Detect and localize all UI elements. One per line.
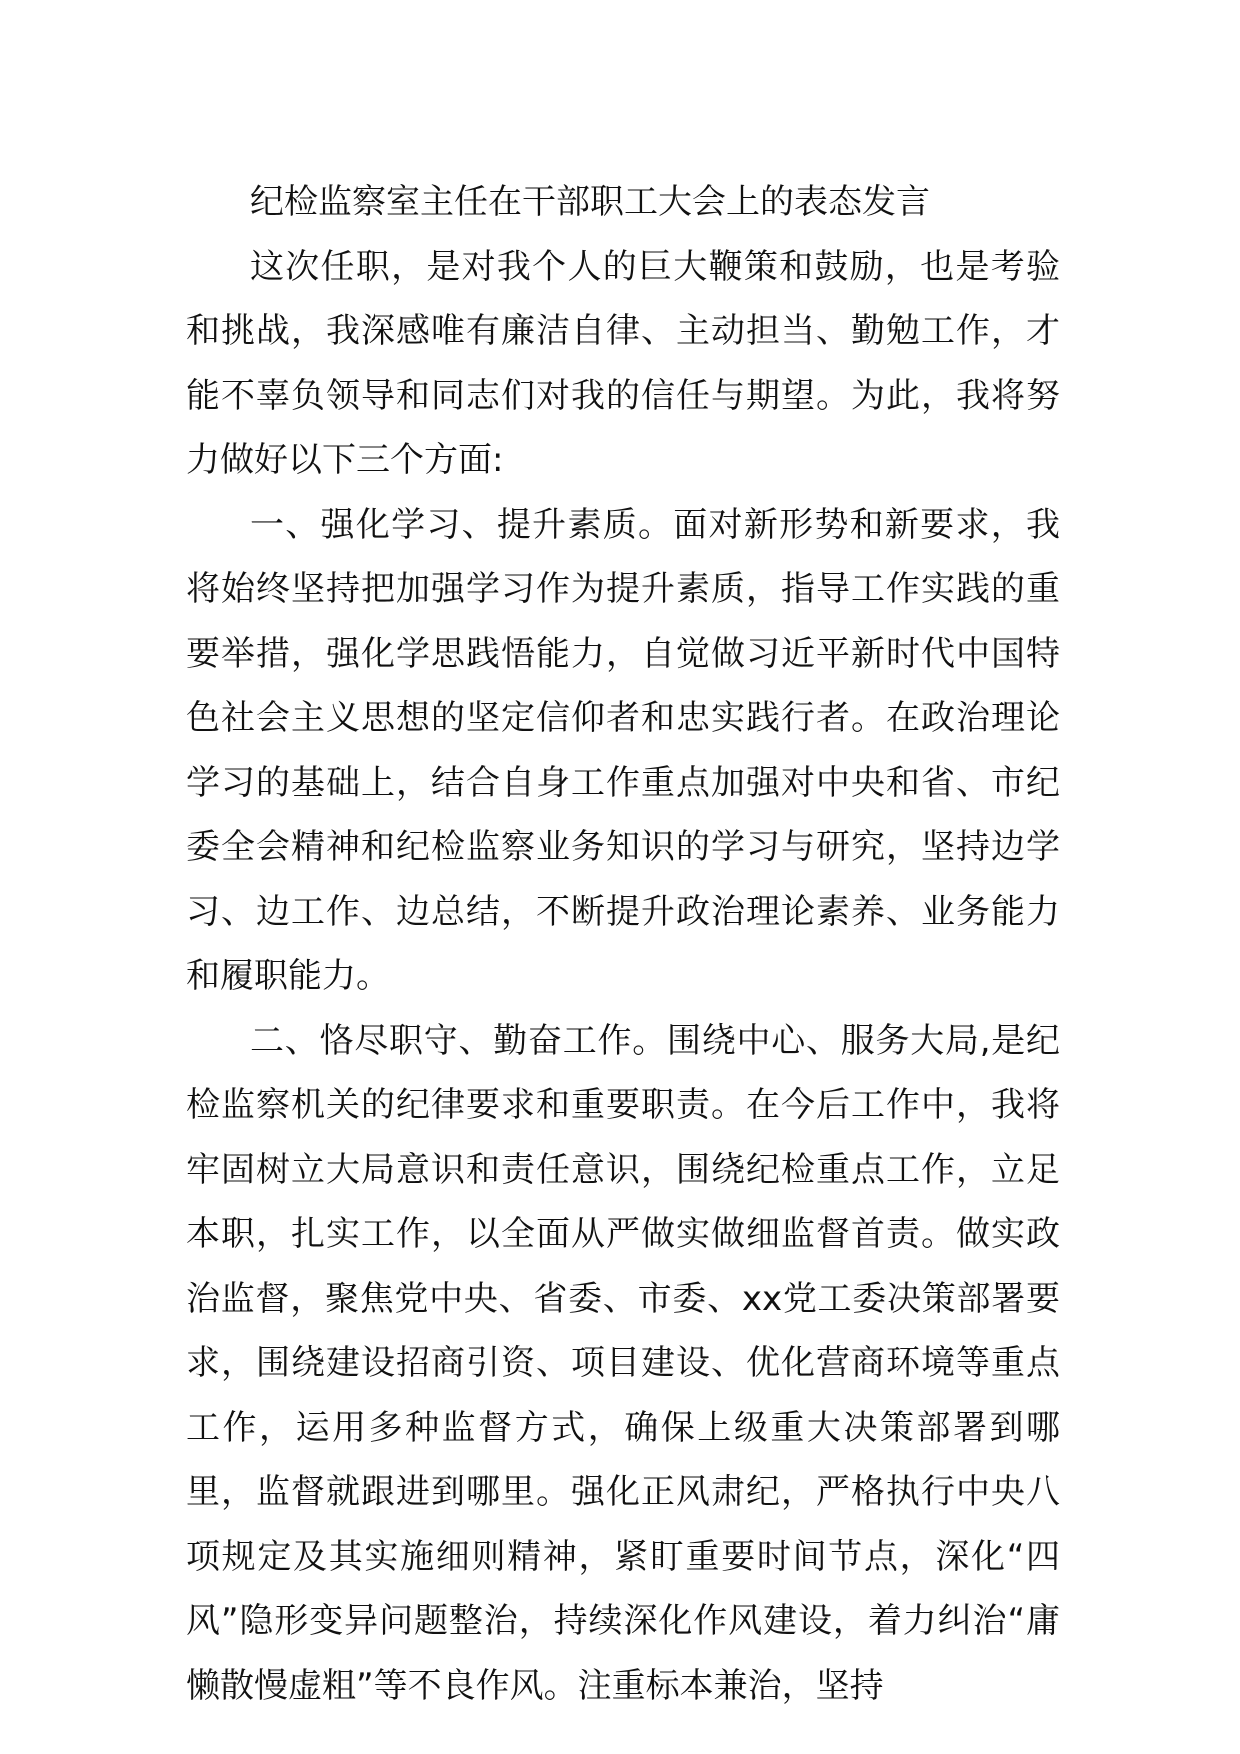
document-title: 纪检监察室主任在干部职工大会上的表态发言 [250, 182, 930, 222]
paragraph-section-two: 二、恪尽职守、勤奋工作。围绕中心、服务大局,是纪检监察机关的纪律要求和重要职责。在今后工作中，我将牢固树立大局意识和责任意识，围绕纪检重点工作，立足本职，扎实工作，以全面从严做实做细监督首责。做实政治监督，聚焦党中央、省委、市委、xx党工委决策部署要求，围绕建设招商引资、项目建设、优化营商环境等重点工作，运用多种监督方式，确保上级重大决策部署到哪里，监督就跟进到哪里。强化正风肃纪，严格执行中央八项规定及其实施细则精神，紧盯重要时间节点，深化“四风”隐形变异问题整治，持续深化作风建设，着力纠治“庸懒散慢虚粗”等不良作风。注重标本兼治，坚持 [186, 1020, 1060, 1706]
paragraph-intro: 这次任职，是对我个人的巨大鞭策和鼓励，也是考验和挑战，我深感唯有廉洁自律、主动担当、勤勉工作，才能不辜负领导和同志们对我的信任与期望。为此，我将努力做好以下三个方面: [186, 246, 1060, 480]
paragraph-section-one: 一、强化学习、提升素质。面对新形势和新要求，我将始终坚持把加强学习作为提升素质，指导工作实践的重要举措，强化学思践悟能力，自觉做习近平新时代中国特色社会主义思想的坚定信仰者和忠实践行者。在政治理论学习的基础上，结合自身工作重点加强对中央和省、市纪委全会精神和纪检监察业务知识的学习与研究，坚持边学习、边工作、边总结，不断提升政治理论素养、业务能力和履职能力。 [186, 504, 1060, 996]
document-body [186, 170, 1060, 1718]
